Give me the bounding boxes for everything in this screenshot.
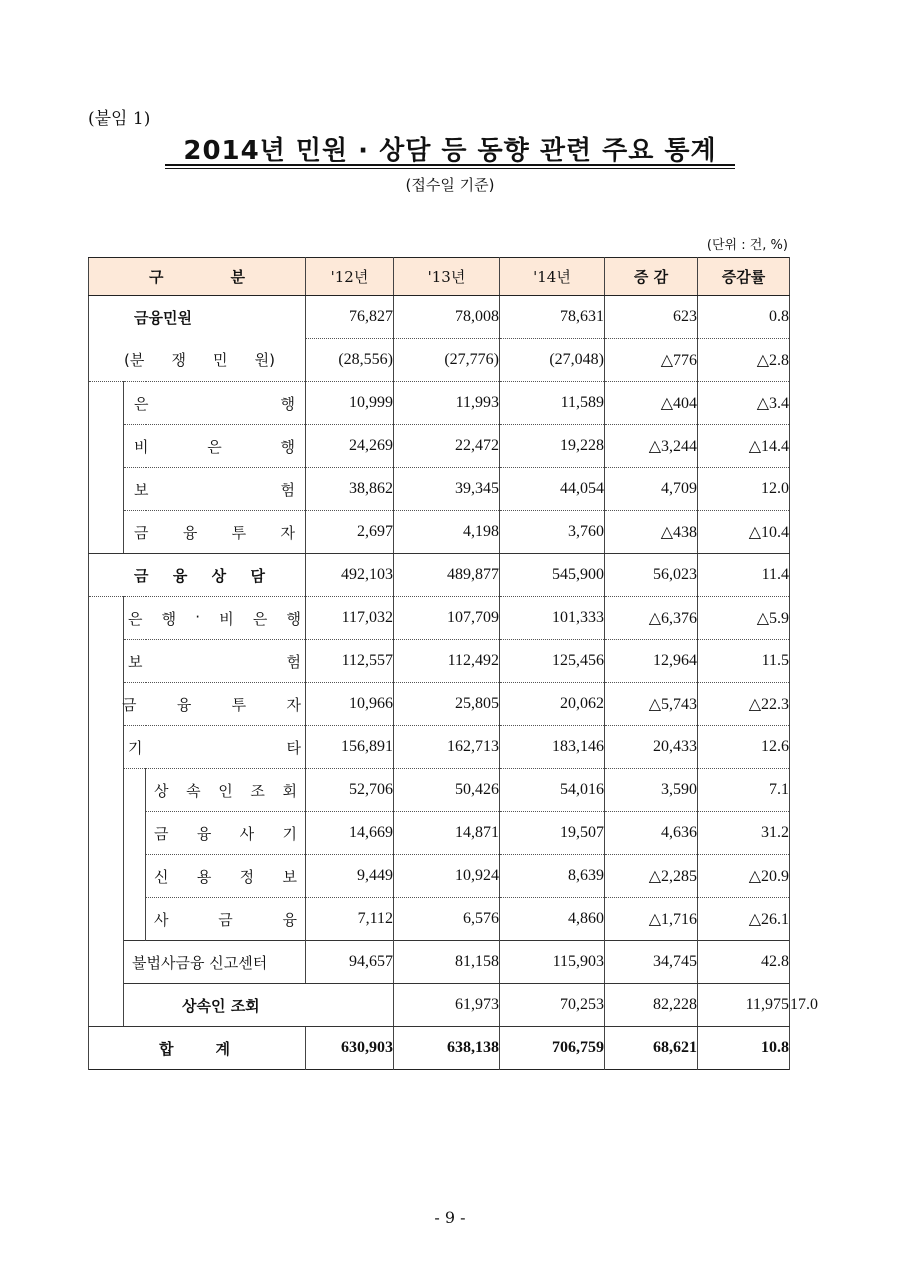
cell-2012: 61,973 bbox=[394, 984, 500, 1027]
cell-2013: 50,426 bbox=[394, 769, 500, 812]
row-label: 은 행 bbox=[124, 382, 306, 425]
table-row bbox=[89, 511, 790, 554]
col-header-category: 구 분 bbox=[89, 258, 306, 296]
cell-2014: 19,507 bbox=[500, 812, 605, 855]
row-label: 보 험 bbox=[124, 640, 306, 683]
cell-2014: 8,639 bbox=[500, 855, 605, 898]
cell-2013: 6,576 bbox=[394, 898, 500, 941]
cell-2014: 11,589 bbox=[500, 382, 605, 425]
cell-2012: 2,697 bbox=[306, 511, 394, 554]
cell-change: 623 bbox=[605, 296, 698, 339]
col-header-2013: '13년 bbox=[394, 258, 500, 296]
cell-change: △3,244 bbox=[605, 425, 698, 468]
unit-note: (단위 : 건, %) bbox=[706, 238, 788, 253]
cell-change-rate: 12.6 bbox=[698, 726, 790, 769]
row-label: 합 계 bbox=[89, 1027, 306, 1070]
cell-change-rate: △3.4 bbox=[698, 382, 790, 425]
subtitle: (접수일 기준) bbox=[405, 176, 495, 194]
row-label: (분 쟁 민 원) bbox=[89, 339, 306, 382]
statistics-table bbox=[88, 257, 818, 1070]
row-label: 보 험 bbox=[124, 468, 306, 511]
indent-cell bbox=[89, 382, 124, 554]
cell-change-rate: 42.8 bbox=[698, 941, 790, 984]
cell-2013: 78,008 bbox=[394, 296, 500, 339]
cell-2014: (27,048) bbox=[500, 339, 605, 382]
col-header-change-rate: 증감률 bbox=[698, 258, 790, 296]
attachment-label: (붙임 1) bbox=[88, 109, 151, 129]
cell-2012: 24,269 bbox=[306, 425, 394, 468]
table-row bbox=[89, 597, 790, 640]
cell-2014: 3,760 bbox=[500, 511, 605, 554]
indent-cell bbox=[89, 597, 124, 1027]
cell-2013: (27,776) bbox=[394, 339, 500, 382]
row-label: 사 금 융 bbox=[146, 898, 306, 941]
cell-2014: 125,456 bbox=[500, 640, 605, 683]
cell-2013: 638,138 bbox=[394, 1027, 500, 1070]
cell-2012: 117,032 bbox=[306, 597, 394, 640]
table-row bbox=[89, 468, 790, 511]
cell-2013: 112,492 bbox=[394, 640, 500, 683]
cell-2012: 76,827 bbox=[306, 296, 394, 339]
cell-2013: 25,805 bbox=[394, 683, 500, 726]
cell-2014: 20,062 bbox=[500, 683, 605, 726]
cell-2013: 4,198 bbox=[394, 511, 500, 554]
cell-2013: 81,158 bbox=[394, 941, 500, 984]
total-row bbox=[89, 1027, 790, 1070]
cell-2012: 38,862 bbox=[306, 468, 394, 511]
cell-2012: 156,891 bbox=[306, 726, 394, 769]
cell-2012: 10,999 bbox=[306, 382, 394, 425]
cell-change-rate: 11.5 bbox=[698, 640, 790, 683]
table-row bbox=[89, 855, 790, 898]
cell-2012: 94,657 bbox=[306, 941, 394, 984]
table-row bbox=[89, 812, 790, 855]
cell-change-rate: 31.2 bbox=[698, 812, 790, 855]
cell-change-rate: △10.4 bbox=[698, 511, 790, 554]
row-label: 신 용 정 보 bbox=[146, 855, 306, 898]
cell-2013: 10,924 bbox=[394, 855, 500, 898]
cell-2014: 82,228 bbox=[605, 984, 698, 1027]
table-row bbox=[89, 425, 790, 468]
cell-2012: 112,557 bbox=[306, 640, 394, 683]
cell-change-rate: 10.8 bbox=[698, 1027, 790, 1070]
cell-change: △1,716 bbox=[605, 898, 698, 941]
row-label: 비 은 행 bbox=[124, 425, 306, 468]
title-underline bbox=[165, 164, 735, 166]
cell-change-rate: △26.1 bbox=[698, 898, 790, 941]
table-row bbox=[89, 769, 790, 812]
cell-2014: 19,228 bbox=[500, 425, 605, 468]
title-underline-thin bbox=[165, 168, 735, 169]
cell-change-rate: 0.8 bbox=[698, 296, 790, 339]
cell-2013: 489,877 bbox=[394, 554, 500, 597]
cell-change-rate: △22.3 bbox=[698, 683, 790, 726]
cell-2012: 52,706 bbox=[306, 769, 394, 812]
cell-change: 4,636 bbox=[605, 812, 698, 855]
indent-cell bbox=[124, 769, 146, 941]
row-label: 금 융 민 원 bbox=[89, 296, 306, 339]
cell-2013: 70,253 bbox=[500, 984, 605, 1027]
table-row bbox=[89, 683, 790, 726]
cell-change: 4,709 bbox=[605, 468, 698, 511]
cell-2013: 39,345 bbox=[394, 468, 500, 511]
cell-2013: 14,871 bbox=[394, 812, 500, 855]
cell-change-rate: △14.4 bbox=[698, 425, 790, 468]
cell-change: 11,975 bbox=[698, 984, 790, 1027]
cell-2012: 10,966 bbox=[306, 683, 394, 726]
table-row: 상속인 조회 61,973 70,253 82,228 11,975 17.0 bbox=[89, 984, 790, 1027]
cell-2013: 107,709 bbox=[394, 597, 500, 640]
row-label: 금 융 사 기 bbox=[146, 812, 306, 855]
table-row bbox=[89, 898, 790, 941]
cell-2014: 4,860 bbox=[500, 898, 605, 941]
row-label: 은 행 · 비 은 행 bbox=[124, 597, 306, 640]
page-number: - 9 - bbox=[434, 1208, 466, 1227]
row-label: 금 융 투 자 bbox=[124, 683, 306, 726]
cell-2012: 14,669 bbox=[306, 812, 394, 855]
cell-2014: 78,631 bbox=[500, 296, 605, 339]
cell-2013: 22,472 bbox=[394, 425, 500, 468]
header-row bbox=[89, 258, 790, 296]
cell-change-rate: △2.8 bbox=[698, 339, 790, 382]
col-header-2014: '14년 bbox=[500, 258, 605, 296]
cell-change: △776 bbox=[605, 339, 698, 382]
cell-2013: 162,713 bbox=[394, 726, 500, 769]
cell-change: 56,023 bbox=[605, 554, 698, 597]
table-row bbox=[89, 640, 790, 683]
cell-change-rate: 12.0 bbox=[698, 468, 790, 511]
cell-change: △438 bbox=[605, 511, 698, 554]
cell-change-rate: 11.4 bbox=[698, 554, 790, 597]
row-label: 금 융 투 자 bbox=[124, 511, 306, 554]
cell-change: 12,964 bbox=[605, 640, 698, 683]
cell-change: △5,743 bbox=[605, 683, 698, 726]
table-row bbox=[89, 382, 790, 425]
cell-2014: 706,759 bbox=[500, 1027, 605, 1070]
col-header-change: 증 감 bbox=[605, 258, 698, 296]
cell-2012: 9,449 bbox=[306, 855, 394, 898]
cell-change-rate: △20.9 bbox=[698, 855, 790, 898]
table-row bbox=[89, 554, 790, 597]
cell-2014: 101,333 bbox=[500, 597, 605, 640]
cell-2014: 545,900 bbox=[500, 554, 605, 597]
cell-change-rate: 7.1 bbox=[698, 769, 790, 812]
cell-change: 20,433 bbox=[605, 726, 698, 769]
cell-change: △404 bbox=[605, 382, 698, 425]
cell-2014: 183,146 bbox=[500, 726, 605, 769]
cell-change: 34,745 bbox=[605, 941, 698, 984]
row-label: 상 속 인 조 회 bbox=[146, 769, 306, 812]
table-row bbox=[89, 941, 790, 984]
cell-change: △6,376 bbox=[605, 597, 698, 640]
table-row bbox=[89, 726, 790, 769]
cell-2013: 11,993 bbox=[394, 382, 500, 425]
cell-change: 68,621 bbox=[605, 1027, 698, 1070]
cell-2012: (28,556) bbox=[306, 339, 394, 382]
page-title: 2014년 민원 · 상담 등 동향 관련 주요 통계 bbox=[183, 136, 717, 166]
cell-change-rate: △5.9 bbox=[698, 597, 790, 640]
row-label: 불법사금융 신고센터 bbox=[124, 941, 306, 984]
col-header-2012: '12년 bbox=[306, 258, 394, 296]
cell-change: 3,590 bbox=[605, 769, 698, 812]
row-label: 금 융 상 담 bbox=[89, 554, 306, 597]
table-row bbox=[89, 339, 790, 382]
row-label: 기 타 bbox=[124, 726, 306, 769]
cell-2012: 7,112 bbox=[306, 898, 394, 941]
cell-2014: 44,054 bbox=[500, 468, 605, 511]
cell-2014: 115,903 bbox=[500, 941, 605, 984]
row-label: 상속인 조회 bbox=[124, 984, 394, 1027]
cell-change: △2,285 bbox=[605, 855, 698, 898]
cell-2014: 54,016 bbox=[500, 769, 605, 812]
table-row bbox=[89, 296, 790, 339]
cell-2012: 492,103 bbox=[306, 554, 394, 597]
cell-2012: 630,903 bbox=[306, 1027, 394, 1070]
